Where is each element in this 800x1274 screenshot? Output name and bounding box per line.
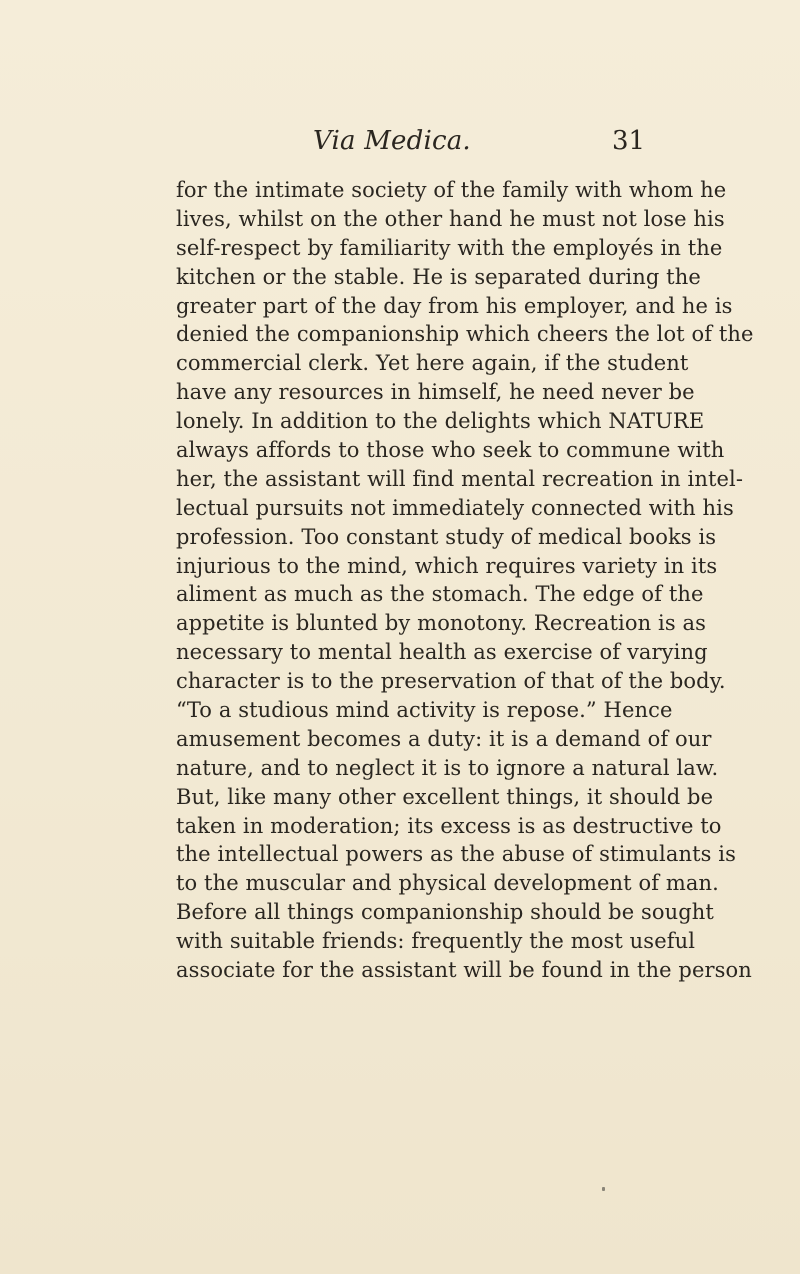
text-line: taken in moderation; its excess is as destructive to bbox=[176, 813, 722, 838]
text-line: greater part of the day from his employer, and he is bbox=[176, 293, 733, 318]
text-line: aliment as much as the stomach. The edge of the bbox=[176, 582, 704, 607]
text-line: But, like many other excellent things, it should be bbox=[176, 784, 714, 809]
text-line: self-respect by familiarity with the employés in the bbox=[176, 235, 723, 260]
text-line: with suitable friends: frequently the most useful bbox=[176, 929, 696, 954]
ink-speck bbox=[602, 1187, 605, 1191]
text-line: to the muscular and physical development of man. bbox=[176, 871, 719, 896]
text-line: character is to the preservation of that of the body. bbox=[176, 669, 726, 694]
running-head bbox=[0, 120, 800, 160]
text-line: have any resources in himself, he need never be bbox=[176, 380, 695, 405]
page-number: 31 bbox=[612, 126, 646, 156]
text-line: lonely. In addition to the delights which NATURE bbox=[176, 409, 705, 434]
text-line: commercial clerk. Yet here again, if the student bbox=[176, 351, 689, 376]
running-title: Via Medica. bbox=[313, 126, 471, 156]
body-text bbox=[176, 176, 754, 985]
text-line: denied the companionship which cheers the lot of the bbox=[176, 322, 754, 347]
text-line: amusement becomes a duty: it is a demand of our bbox=[176, 726, 712, 751]
text-line: always affords to those who seek to commune with bbox=[176, 438, 725, 463]
text-line: profession. Too constant study of medical books is bbox=[176, 524, 717, 549]
text-line: associate for the assistant will be found in the person bbox=[176, 958, 752, 983]
text-line: “To a studious mind activity is repose.” Hence bbox=[176, 698, 673, 723]
text-line: lectual pursuits not immediately connected with his bbox=[176, 495, 734, 520]
text-line: her, the assistant will find mental recreation in intel- bbox=[176, 466, 744, 491]
text-line: lives, whilst on the other hand he must not lose his bbox=[176, 206, 725, 231]
text-line: Before all things companionship should be sought bbox=[176, 900, 714, 925]
text-line: appetite is blunted by monotony. Recreation is as bbox=[176, 611, 706, 636]
text-line: necessary to mental health as exercise of varying bbox=[176, 640, 708, 665]
text-line: the intellectual powers as the abuse of stimulants is bbox=[176, 842, 736, 867]
text-line: for the intimate society of the family with whom he bbox=[176, 178, 727, 202]
text-line: injurious to the mind, which requires variety in its bbox=[176, 553, 718, 578]
text-line: nature, and to neglect it is to ignore a natural law. bbox=[176, 755, 719, 780]
text-line: kitchen or the stable. He is separated during the bbox=[176, 264, 701, 289]
